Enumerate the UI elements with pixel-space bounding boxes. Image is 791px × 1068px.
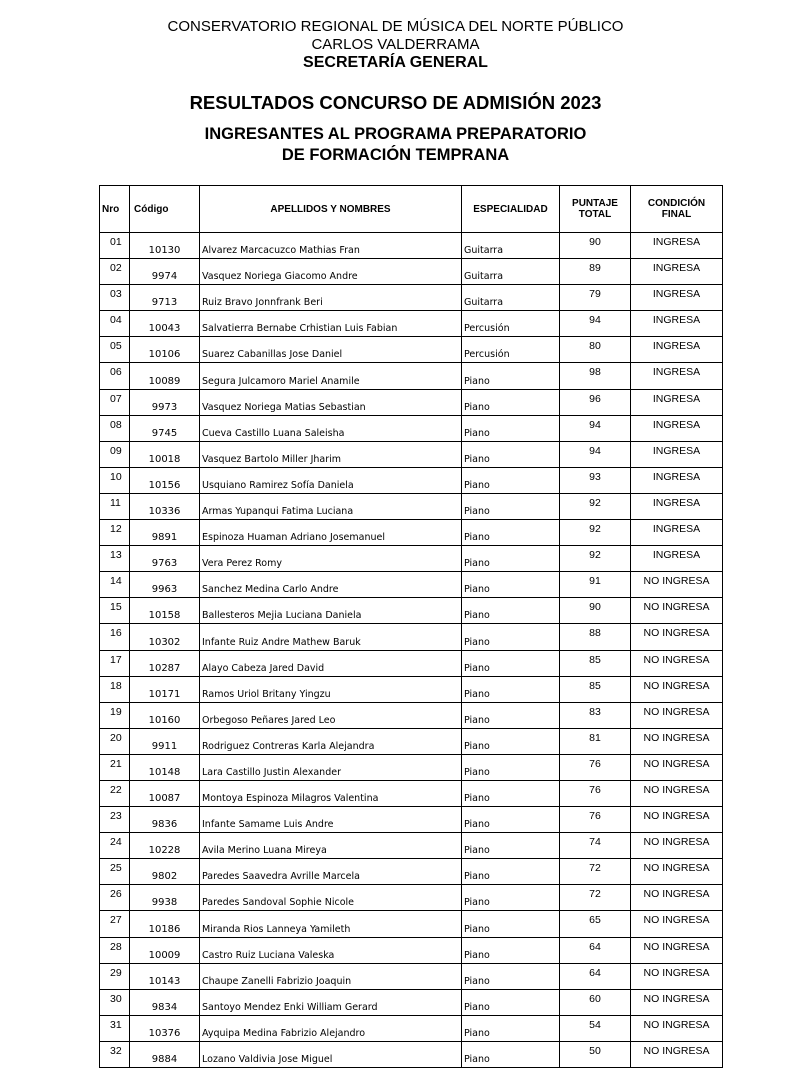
cell-condicion: INGRESA: [631, 467, 723, 493]
cell-especialidad: Piano: [462, 415, 560, 441]
cell-codigo: 9836: [130, 807, 200, 833]
cell-nombre: Vasquez Noriega Matias Sebastian: [200, 389, 462, 415]
cell-nro: 22: [100, 780, 130, 806]
table-row: [100, 389, 723, 415]
cell-puntaje: 60: [560, 989, 631, 1015]
cell-nombre: Vera Perez Romy: [200, 546, 462, 572]
cell-nombre: Alvarez Marcacuzco Mathias Fran: [200, 233, 462, 259]
cell-nombre: Lara Castillo Justin Alexander: [200, 754, 462, 780]
cell-nro: 17: [100, 650, 130, 676]
cell-codigo: 9911: [130, 728, 200, 754]
table-row: [100, 285, 723, 311]
col-header-puntaje-line2: TOTAL: [578, 209, 612, 220]
cell-puntaje: 91: [560, 572, 631, 598]
cell-especialidad: Piano: [462, 520, 560, 546]
cell-especialidad: Piano: [462, 572, 560, 598]
table-row: [100, 728, 723, 754]
col-header-nombres: APELLIDOS Y NOMBRES: [200, 186, 462, 233]
cell-especialidad: Piano: [462, 989, 560, 1015]
cell-puntaje: 94: [560, 441, 631, 467]
cell-nro: 32: [100, 1041, 130, 1067]
cell-especialidad: Guitarra: [462, 259, 560, 285]
cell-nombre: Vasquez Bartolo Miller Jharim: [200, 441, 462, 467]
cell-nro: 11: [100, 493, 130, 519]
cell-nombre: Lozano Valdivia Jose Miguel: [200, 1041, 462, 1067]
cell-especialidad: Piano: [462, 493, 560, 519]
table-row: [100, 520, 723, 546]
table-row: [100, 702, 723, 728]
cell-condicion: NO INGRESA: [631, 963, 723, 989]
cell-nombre: Montoya Espinoza Milagros Valentina: [200, 780, 462, 806]
cell-codigo: 9973: [130, 389, 200, 415]
table-row: [100, 624, 723, 650]
cell-nombre: Armas Yupanqui Fatima Luciana: [200, 493, 462, 519]
cell-codigo: 9938: [130, 885, 200, 911]
cell-condicion: INGRESA: [631, 233, 723, 259]
table-row: [100, 467, 723, 493]
cell-condicion: NO INGRESA: [631, 754, 723, 780]
cell-puntaje: 64: [560, 963, 631, 989]
cell-puntaje: 92: [560, 546, 631, 572]
table-row: [100, 363, 723, 389]
cell-codigo: 10156: [130, 467, 200, 493]
cell-especialidad: Piano: [462, 937, 560, 963]
cell-especialidad: Piano: [462, 833, 560, 859]
cell-puntaje: 79: [560, 285, 631, 311]
cell-especialidad: Piano: [462, 676, 560, 702]
cell-puntaje: 85: [560, 650, 631, 676]
cell-codigo: 10089: [130, 363, 200, 389]
cell-especialidad: Piano: [462, 546, 560, 572]
cell-nro: 18: [100, 676, 130, 702]
table-row: [100, 337, 723, 363]
table-row: [100, 546, 723, 572]
cell-puntaje: 54: [560, 1015, 631, 1041]
cell-puntaje: 90: [560, 598, 631, 624]
cell-puntaje: 81: [560, 728, 631, 754]
table-row: [100, 911, 723, 937]
cell-condicion: INGRESA: [631, 493, 723, 519]
cell-codigo: 10171: [130, 676, 200, 702]
cell-codigo: 10018: [130, 441, 200, 467]
cell-condicion: INGRESA: [631, 363, 723, 389]
cell-especialidad: Piano: [462, 389, 560, 415]
cell-codigo: 10160: [130, 702, 200, 728]
cell-condicion: INGRESA: [631, 415, 723, 441]
cell-puntaje: 85: [560, 676, 631, 702]
cell-nombre: Salvatierra Bernabe Crhistian Luis Fabian: [200, 311, 462, 337]
cell-condicion: NO INGRESA: [631, 624, 723, 650]
cell-especialidad: Piano: [462, 963, 560, 989]
cell-nro: 10: [100, 467, 130, 493]
cell-puntaje: 50: [560, 1041, 631, 1067]
col-header-puntaje: [560, 186, 631, 233]
cell-nro: 12: [100, 520, 130, 546]
cell-nombre: Avila Merino Luana Mireya: [200, 833, 462, 859]
cell-codigo: 10148: [130, 754, 200, 780]
table-row: [100, 259, 723, 285]
cell-codigo: 10143: [130, 963, 200, 989]
table-row: [100, 233, 723, 259]
cell-puntaje: 80: [560, 337, 631, 363]
cell-condicion: INGRESA: [631, 337, 723, 363]
table-row: [100, 780, 723, 806]
cell-nro: 01: [100, 233, 130, 259]
cell-nro: 25: [100, 859, 130, 885]
table-row: [100, 963, 723, 989]
table-row: [100, 415, 723, 441]
cell-condicion: NO INGRESA: [631, 728, 723, 754]
col-header-condicion-line1: CONDICIÓN: [647, 198, 706, 209]
cell-nro: 16: [100, 624, 130, 650]
cell-nombre: Infante Samame Luis Andre: [200, 807, 462, 833]
cell-nombre: Segura Julcamoro Mariel Anamile: [200, 363, 462, 389]
cell-especialidad: Piano: [462, 467, 560, 493]
cell-nro: 21: [100, 754, 130, 780]
cell-especialidad: Piano: [462, 702, 560, 728]
cell-codigo: 10043: [130, 311, 200, 337]
cell-condicion: INGRESA: [631, 259, 723, 285]
cell-puntaje: 83: [560, 702, 631, 728]
cell-especialidad: Piano: [462, 598, 560, 624]
cell-nro: 05: [100, 337, 130, 363]
cell-condicion: NO INGRESA: [631, 937, 723, 963]
cell-codigo: 10287: [130, 650, 200, 676]
cell-codigo: 10009: [130, 937, 200, 963]
table-row: [100, 754, 723, 780]
cell-codigo: 10302: [130, 624, 200, 650]
cell-condicion: NO INGRESA: [631, 780, 723, 806]
cell-puntaje: 89: [560, 259, 631, 285]
cell-especialidad: Piano: [462, 885, 560, 911]
cell-nro: 02: [100, 259, 130, 285]
cell-puntaje: 92: [560, 493, 631, 519]
col-header-nro: Nro: [100, 186, 130, 233]
cell-nombre: Suarez Cabanillas Jose Daniel: [200, 337, 462, 363]
cell-especialidad: Piano: [462, 624, 560, 650]
cell-codigo: 9974: [130, 259, 200, 285]
table-row: [100, 833, 723, 859]
cell-nombre: Ayquipa Medina Fabrizio Alejandro: [200, 1015, 462, 1041]
cell-condicion: NO INGRESA: [631, 1041, 723, 1067]
cell-condicion: INGRESA: [631, 389, 723, 415]
cell-codigo: 10228: [130, 833, 200, 859]
cell-codigo: 9963: [130, 572, 200, 598]
table-row: [100, 989, 723, 1015]
cell-nro: 08: [100, 415, 130, 441]
table-header-row: [100, 186, 723, 233]
table-row: [100, 311, 723, 337]
cell-especialidad: Piano: [462, 807, 560, 833]
cell-nro: 14: [100, 572, 130, 598]
results-table: [99, 185, 723, 1068]
cell-nombre: Miranda Rios Lanneya Yamileth: [200, 911, 462, 937]
cell-codigo: 10376: [130, 1015, 200, 1041]
cell-condicion: INGRESA: [631, 441, 723, 467]
cell-nro: 04: [100, 311, 130, 337]
col-header-condicion-line2: FINAL: [661, 209, 692, 220]
cell-codigo: 10130: [130, 233, 200, 259]
cell-nombre: Paredes Sandoval Sophie Nicole: [200, 885, 462, 911]
cell-nombre: Alayo Cabeza Jared David: [200, 650, 462, 676]
cell-nro: 19: [100, 702, 130, 728]
cell-especialidad: Piano: [462, 911, 560, 937]
table-row: [100, 1041, 723, 1067]
col-header-codigo: Código: [130, 186, 200, 233]
cell-condicion: NO INGRESA: [631, 702, 723, 728]
cell-especialidad: Percusión: [462, 337, 560, 363]
cell-especialidad: Piano: [462, 1041, 560, 1067]
cell-nombre: Orbegoso Peñares Jared Leo: [200, 702, 462, 728]
cell-codigo: 10158: [130, 598, 200, 624]
cell-nro: 28: [100, 937, 130, 963]
cell-nombre: Sanchez Medina Carlo Andre: [200, 572, 462, 598]
cell-nro: 30: [100, 989, 130, 1015]
cell-especialidad: Piano: [462, 859, 560, 885]
table-row: [100, 493, 723, 519]
cell-nro: 07: [100, 389, 130, 415]
cell-puntaje: 92: [560, 520, 631, 546]
cell-nombre: Chaupe Zanelli Fabrizio Joaquin: [200, 963, 462, 989]
cell-nro: 29: [100, 963, 130, 989]
cell-condicion: NO INGRESA: [631, 572, 723, 598]
cell-puntaje: 64: [560, 937, 631, 963]
cell-puntaje: 74: [560, 833, 631, 859]
col-header-condicion: [631, 186, 723, 233]
cell-puntaje: 76: [560, 807, 631, 833]
col-header-especialidad: ESPECIALIDAD: [462, 186, 560, 233]
cell-condicion: INGRESA: [631, 285, 723, 311]
table-row: [100, 1015, 723, 1041]
cell-condicion: NO INGRESA: [631, 676, 723, 702]
department-name: SECRETARÍA GENERAL: [303, 54, 488, 71]
cell-condicion: NO INGRESA: [631, 885, 723, 911]
cell-nombre: Infante Ruiz Andre Mathew Baruk: [200, 624, 462, 650]
table-row: [100, 807, 723, 833]
cell-puntaje: 96: [560, 389, 631, 415]
cell-puntaje: 65: [560, 911, 631, 937]
cell-nombre: Castro Ruiz Luciana Valeska: [200, 937, 462, 963]
table-row: [100, 937, 723, 963]
cell-nro: 31: [100, 1015, 130, 1041]
cell-condicion: NO INGRESA: [631, 650, 723, 676]
cell-codigo: 9891: [130, 520, 200, 546]
cell-nro: 24: [100, 833, 130, 859]
cell-codigo: 9884: [130, 1041, 200, 1067]
cell-puntaje: 94: [560, 311, 631, 337]
cell-puntaje: 72: [560, 859, 631, 885]
cell-puntaje: 94: [560, 415, 631, 441]
cell-nombre: Vasquez Noriega Giacomo Andre: [200, 259, 462, 285]
cell-puntaje: 76: [560, 754, 631, 780]
cell-especialidad: Percusión: [462, 311, 560, 337]
cell-nro: 09: [100, 441, 130, 467]
cell-codigo: 9745: [130, 415, 200, 441]
cell-nombre: Ballesteros Mejia Luciana Daniela: [200, 598, 462, 624]
cell-codigo: 9802: [130, 859, 200, 885]
document-subtitle: INGRESANTES AL PROGRAMA PREPARATORIO: [204, 125, 587, 143]
cell-nombre: Ramos Uriol Britany Yingzu: [200, 676, 462, 702]
cell-puntaje: 88: [560, 624, 631, 650]
institution-name: CONSERVATORIO REGIONAL DE MÚSICA DEL NORTE PÚBLICO: [167, 18, 624, 35]
cell-especialidad: Guitarra: [462, 285, 560, 311]
table-row: [100, 650, 723, 676]
cell-nombre: Cueva Castillo Luana Saleisha: [200, 415, 462, 441]
table-row: [100, 885, 723, 911]
cell-condicion: INGRESA: [631, 311, 723, 337]
cell-nombre: Paredes Saavedra Avrille Marcela: [200, 859, 462, 885]
cell-puntaje: 98: [560, 363, 631, 389]
cell-especialidad: Piano: [462, 754, 560, 780]
cell-nombre: Santoyo Mendez Enki William Gerard: [200, 989, 462, 1015]
cell-condicion: INGRESA: [631, 546, 723, 572]
cell-codigo: 9713: [130, 285, 200, 311]
cell-especialidad: Piano: [462, 780, 560, 806]
cell-condicion: NO INGRESA: [631, 859, 723, 885]
cell-nombre: Espinoza Huaman Adriano Josemanuel: [200, 520, 462, 546]
cell-condicion: NO INGRESA: [631, 598, 723, 624]
cell-nro: 23: [100, 807, 130, 833]
cell-codigo: 10186: [130, 911, 200, 937]
cell-nro: 15: [100, 598, 130, 624]
cell-nro: 03: [100, 285, 130, 311]
table-row: [100, 676, 723, 702]
cell-especialidad: Piano: [462, 363, 560, 389]
table-row: [100, 598, 723, 624]
cell-puntaje: 72: [560, 885, 631, 911]
cell-condicion: NO INGRESA: [631, 807, 723, 833]
institution-name-line2: CARLOS VALDERRAMA: [311, 36, 480, 53]
cell-nro: 06: [100, 363, 130, 389]
cell-condicion: INGRESA: [631, 520, 723, 546]
table-row: [100, 572, 723, 598]
cell-nro: 27: [100, 911, 130, 937]
cell-puntaje: 76: [560, 780, 631, 806]
col-header-puntaje-line1: PUNTAJE: [572, 198, 618, 209]
document-title: RESULTADOS CONCURSO DE ADMISIÓN 2023: [189, 92, 602, 113]
cell-codigo: 9763: [130, 546, 200, 572]
cell-especialidad: Piano: [462, 441, 560, 467]
cell-codigo: 10087: [130, 780, 200, 806]
cell-puntaje: 90: [560, 233, 631, 259]
cell-codigo: 9834: [130, 989, 200, 1015]
document-subtitle-line2: DE FORMACIÓN TEMPRANA: [281, 146, 510, 164]
table-row: [100, 859, 723, 885]
table-row: [100, 441, 723, 467]
cell-condicion: NO INGRESA: [631, 911, 723, 937]
cell-condicion: NO INGRESA: [631, 1015, 723, 1041]
cell-nro: 26: [100, 885, 130, 911]
cell-puntaje: 93: [560, 467, 631, 493]
cell-especialidad: Piano: [462, 728, 560, 754]
cell-nro: 20: [100, 728, 130, 754]
cell-codigo: 10336: [130, 493, 200, 519]
cell-nombre: Rodriguez Contreras Karla Alejandra: [200, 728, 462, 754]
cell-especialidad: Piano: [462, 1015, 560, 1041]
cell-nombre: Ruiz Bravo Jonnfrank Beri: [200, 285, 462, 311]
cell-condicion: NO INGRESA: [631, 989, 723, 1015]
cell-especialidad: Guitarra: [462, 233, 560, 259]
cell-especialidad: Piano: [462, 650, 560, 676]
cell-codigo: 10106: [130, 337, 200, 363]
cell-nro: 13: [100, 546, 130, 572]
cell-nombre: Usquiano Ramirez Sofía Daniela: [200, 467, 462, 493]
cell-condicion: NO INGRESA: [631, 833, 723, 859]
